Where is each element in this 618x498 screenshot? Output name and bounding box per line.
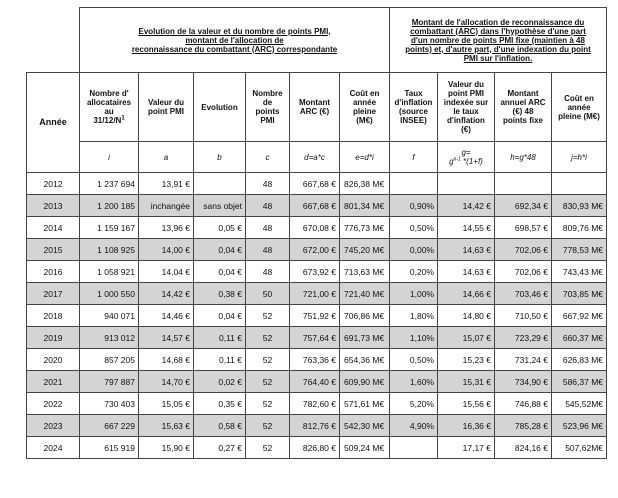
header-cout2-line2: année [567, 102, 591, 112]
cell-evolution: 0,58 € [194, 415, 246, 437]
group1-title-line1: Evolution de la valeur et du nombre de points PMI, [138, 26, 331, 36]
cell-montant-annuel: 734,90 € [495, 371, 552, 393]
cell-montant-annuel: 746,88 € [495, 393, 552, 415]
cell-year: 2015 [27, 239, 80, 261]
cell-valeur-point: 15,63 € [139, 415, 194, 437]
group2-title-line2: combattant (ARC) dans l'hypothèse d'une part [410, 26, 586, 36]
formula-c: c [246, 142, 290, 173]
cell-montant-arc: 757,64 € [290, 327, 340, 349]
cell-allocataires: 667 229 [80, 415, 139, 437]
formula-h: h=g*48 [495, 142, 552, 173]
cell-year: 2016 [27, 261, 80, 283]
cell-nombre-points: 50 [246, 283, 290, 305]
header-taux-line2: d'inflation [394, 98, 433, 107]
header-allocataires-line1: Nombre d' [89, 89, 129, 98]
cell-allocataires: 857 205 [80, 349, 139, 371]
group1-title-line2: montant de l'allocation de [185, 35, 284, 45]
cell-cout-2: 586,37 M€ [552, 371, 607, 393]
formula-d: d=a*c [290, 142, 340, 173]
table-row [27, 217, 607, 239]
cell-montant-annuel [495, 173, 552, 195]
cell-nombre-points: 48 [246, 217, 290, 239]
cell-evolution: 0,38 € [194, 283, 246, 305]
cell-evolution: 0,11 € [194, 349, 246, 371]
group2-title-line5: PMI sur l'inflation. [463, 53, 533, 63]
cell-allocataires: 913 012 [80, 327, 139, 349]
cell-allocataires: 1 000 550 [80, 283, 139, 305]
empty-corner-cell [27, 8, 80, 73]
cell-allocataires: 1 108 925 [80, 239, 139, 261]
cell-montant-annuel: 785,28 € [495, 415, 552, 437]
cell-valeur-indexee [438, 173, 495, 195]
header-allocataires-line2: allocataires [86, 98, 132, 107]
cell-evolution: 0,04 € [194, 305, 246, 327]
group-header-evolution [80, 8, 390, 73]
cell-nombre-points: 52 [246, 305, 290, 327]
cell-cout: 654,36 M€ [340, 349, 390, 371]
header-valeur-point [139, 73, 194, 142]
cell-montant-arc: 673,92 € [290, 261, 340, 283]
group-header-hypothesis [390, 8, 607, 73]
cell-cout: 691,73 M€ [340, 327, 390, 349]
header-taux-line4: INSEE) [400, 116, 427, 125]
header-valeur-idx-line4: le taux [453, 107, 479, 116]
table-row [27, 349, 607, 371]
cell-cout: 801,34 M€ [340, 195, 390, 217]
formula-g-line1: g= [461, 148, 471, 157]
formula-g [438, 142, 495, 173]
table-row [27, 305, 607, 327]
cell-valeur-indexee: 17,17 € [438, 437, 495, 459]
header-montant-line1: Montant [298, 98, 331, 107]
formula-f: f [390, 142, 438, 173]
group-header-row [27, 8, 607, 73]
cell-evolution [194, 173, 246, 195]
cell-taux-inflation: 0,50% [390, 349, 438, 371]
cell-taux-inflation: 1,00% [390, 283, 438, 305]
cell-valeur-point: inchangée [139, 195, 194, 217]
cell-allocataires: 1 159 167 [80, 217, 139, 239]
header-cout2-line3: pleine (M€) [558, 111, 600, 121]
header-nombre-line3: points [255, 107, 280, 116]
cell-montant-arc: 751,92 € [290, 305, 340, 327]
header-taux-line1: Taux [404, 89, 423, 98]
header-valeur-idx-line2: point PMI [448, 89, 484, 98]
cell-allocataires: 730 403 [80, 393, 139, 415]
cell-evolution: 0,11 € [194, 327, 246, 349]
cell-cout: 713,63 M€ [340, 261, 390, 283]
cell-valeur-indexee: 14,63 € [438, 261, 495, 283]
cell-allocataires: 1 237 694 [80, 173, 139, 195]
cell-cout-2: 778,53 M€ [552, 239, 607, 261]
cell-montant-annuel: 702,06 € [495, 261, 552, 283]
column-header-row [27, 73, 607, 142]
cell-evolution: 0,04 € [194, 239, 246, 261]
table-row [27, 261, 607, 283]
header-cout2-line1: Coût en [564, 93, 594, 103]
cell-valeur-point: 14,04 € [139, 261, 194, 283]
cell-year: 2014 [27, 217, 80, 239]
header-taux-inflation [390, 73, 438, 142]
formula-i: i [80, 142, 139, 173]
cell-year: 2013 [27, 195, 80, 217]
cell-evolution: 0,05 € [194, 217, 246, 239]
cell-montant-annuel: 710,50 € [495, 305, 552, 327]
header-nombre-points [246, 73, 290, 142]
group2-title-line1: Montant de l'allocation de reconnaissance du [411, 17, 585, 27]
arc-evolution-table [26, 7, 607, 459]
cell-year: 2022 [27, 393, 80, 415]
formula-b: b [194, 142, 246, 173]
cell-taux-inflation [390, 437, 438, 459]
cell-valeur-indexee: 14,80 € [438, 305, 495, 327]
cell-year: 2017 [27, 283, 80, 305]
cell-allocataires: 797 887 [80, 371, 139, 393]
cell-valeur-indexee: 16,36 € [438, 415, 495, 437]
cell-cout: 542,30 M€ [340, 415, 390, 437]
cell-evolution: 0,27 € [194, 437, 246, 459]
cell-montant-annuel: 692,34 € [495, 195, 552, 217]
cell-year: 2018 [27, 305, 80, 327]
cell-valeur-indexee: 14,66 € [438, 283, 495, 305]
header-annee: Année [27, 73, 80, 173]
table-row [27, 195, 607, 217]
cell-allocataires: 1 058 921 [80, 261, 139, 283]
header-cout-line3: pleine [352, 107, 377, 116]
cell-montant-annuel: 698,57 € [495, 217, 552, 239]
cell-nombre-points: 48 [246, 261, 290, 283]
table-row [27, 393, 607, 415]
cell-taux-inflation: 0,90% [390, 195, 438, 217]
cell-montant-arc: 764,40 € [290, 371, 340, 393]
header-valeur-idx-line1: Valeur du [447, 80, 484, 89]
cell-montant-arc: 826,80 € [290, 437, 340, 459]
table-body [27, 173, 607, 459]
header-montant-line2: ARC (€) [299, 107, 330, 116]
header-montant-annuel-line1: Montant [507, 89, 539, 98]
cell-year: 2023 [27, 415, 80, 437]
formula-row [27, 142, 607, 173]
cell-nombre-points: 52 [246, 415, 290, 437]
header-montant-arc [290, 73, 340, 142]
cell-montant-arc: 782,60 € [290, 393, 340, 415]
header-montant-annuel-line3: (€) 48 [512, 107, 534, 116]
cell-cout: 826,38 M€ [340, 173, 390, 195]
cell-cout: 776,73 M€ [340, 217, 390, 239]
cell-valeur-point: 14,46 € [139, 305, 194, 327]
cell-montant-annuel: 703,46 € [495, 283, 552, 305]
header-nombre-line2: de [262, 98, 273, 107]
arc-table-container [26, 7, 606, 459]
table-row [27, 239, 607, 261]
header-allocataires-line4: 31/12/N [93, 116, 122, 125]
header-taux-line3: (source [399, 107, 428, 116]
header-allocataires [80, 73, 139, 142]
formula-g-exponent: n-1 [453, 156, 461, 163]
formula-a: a [139, 142, 194, 173]
cell-allocataires: 615 919 [80, 437, 139, 459]
group1-title-line3: reconnaissance du combattant (ARC) correspondante [131, 44, 338, 54]
cell-cout-2 [552, 173, 607, 195]
cell-year: 2021 [27, 371, 80, 393]
cell-taux-inflation: 0,00% [390, 239, 438, 261]
header-valeur-idx-line5: d'inflation [447, 116, 485, 125]
cell-valeur-indexee: 15,56 € [438, 393, 495, 415]
footnote-marker: 1 [121, 115, 125, 122]
table-row [27, 415, 607, 437]
cell-montant-arc: 667,68 € [290, 173, 340, 195]
table-row [27, 173, 607, 195]
formula-e: e=d*i [340, 142, 390, 173]
cell-valeur-indexee: 14,42 € [438, 195, 495, 217]
cell-cout-2: 743,43 M€ [552, 261, 607, 283]
cell-valeur-point: 14,57 € [139, 327, 194, 349]
cell-montant-arc: 721,00 € [290, 283, 340, 305]
header-montant-annuel-line4: points fixe [502, 116, 543, 125]
cell-valeur-indexee: 14,63 € [438, 239, 495, 261]
header-nombre-line4: PMI [260, 116, 275, 125]
header-cout-2 [552, 73, 607, 142]
cell-montant-arc: 672,00 € [290, 239, 340, 261]
cell-nombre-points: 52 [246, 371, 290, 393]
cell-taux-inflation: 5,20% [390, 393, 438, 415]
cell-taux-inflation: 4,90% [390, 415, 438, 437]
cell-taux-inflation: 0,50% [390, 217, 438, 239]
cell-cout-2: 545,52M€ [552, 393, 607, 415]
cell-cout: 721,40 M€ [340, 283, 390, 305]
header-cout-line4: (M€) [356, 116, 373, 125]
formula-g-base: g [449, 157, 454, 166]
header-montant-annuel-line2: annuel ARC [500, 98, 546, 107]
group2-title-line3: d'un nombre de points PMI fixe (maintien à 48 [411, 35, 585, 45]
cell-montant-arc: 667,68 € [290, 195, 340, 217]
cell-evolution: sans objet [194, 195, 246, 217]
cell-evolution: 0,04 € [194, 261, 246, 283]
cell-cout: 609,90 M€ [340, 371, 390, 393]
cell-valeur-point: 13,96 € [139, 217, 194, 239]
cell-valeur-point: 15,90 € [139, 437, 194, 459]
formula-j: j=h*i [552, 142, 607, 173]
cell-taux-inflation [390, 173, 438, 195]
cell-allocataires: 940 071 [80, 305, 139, 327]
cell-valeur-indexee: 15,31 € [438, 371, 495, 393]
cell-cout-2: 523,96 M€ [552, 415, 607, 437]
header-allocataires-line3: au [104, 107, 114, 116]
cell-taux-inflation: 0,20% [390, 261, 438, 283]
header-valeur-idx-line6: (€) [461, 125, 471, 134]
cell-evolution: 0,35 € [194, 393, 246, 415]
cell-nombre-points: 52 [246, 327, 290, 349]
cell-evolution: 0,02 € [194, 371, 246, 393]
header-valeur-indexee [438, 73, 495, 142]
header-nombre-line1: Nombre [252, 89, 283, 98]
cell-year: 2019 [27, 327, 80, 349]
cell-cout-2: 809,76 M€ [552, 217, 607, 239]
header-valeur-line1: Valeur du [147, 98, 184, 107]
cell-cout: 745,20 M€ [340, 239, 390, 261]
cell-valeur-point: 15,05 € [139, 393, 194, 415]
cell-cout: 509,24 M€ [340, 437, 390, 459]
cell-montant-annuel: 702,06 € [495, 239, 552, 261]
header-cout [340, 73, 390, 142]
cell-valeur-point: 14,00 € [139, 239, 194, 261]
header-valeur-line2: point PMI [148, 107, 184, 116]
table-row [27, 327, 607, 349]
cell-valeur-point: 14,70 € [139, 371, 194, 393]
header-montant-annuel [495, 73, 552, 142]
cell-taux-inflation: 1,60% [390, 371, 438, 393]
cell-year: 2012 [27, 173, 80, 195]
table-row [27, 371, 607, 393]
cell-nombre-points: 52 [246, 393, 290, 415]
cell-year: 2020 [27, 349, 80, 371]
cell-valeur-point: 14,42 € [139, 283, 194, 305]
cell-nombre-points: 48 [246, 195, 290, 217]
cell-cout-2: 507,62M€ [552, 437, 607, 459]
group2-title-line4: points) et, d'autre part, d'une indexation du point [405, 44, 591, 54]
cell-cout: 706,86 M€ [340, 305, 390, 327]
cell-valeur-indexee: 15,07 € [438, 327, 495, 349]
cell-valeur-indexee: 15,23 € [438, 349, 495, 371]
header-cout-line1: Coût en [349, 89, 380, 98]
table-row [27, 437, 607, 459]
cell-cout-2: 830,93 M€ [552, 195, 607, 217]
cell-taux-inflation: 1,10% [390, 327, 438, 349]
cell-nombre-points: 48 [246, 239, 290, 261]
cell-nombre-points: 48 [246, 173, 290, 195]
cell-cout-2: 703,85 M€ [552, 283, 607, 305]
cell-montant-annuel: 824,16 € [495, 437, 552, 459]
cell-allocataires: 1 200 185 [80, 195, 139, 217]
cell-montant-arc: 670,08 € [290, 217, 340, 239]
cell-montant-arc: 763,36 € [290, 349, 340, 371]
cell-cout: 571,61 M€ [340, 393, 390, 415]
cell-montant-annuel: 731,24 € [495, 349, 552, 371]
cell-montant-arc: 812,76 € [290, 415, 340, 437]
header-valeur-idx-line3: indexée sur [443, 98, 489, 107]
header-cout-line2: année [352, 98, 377, 107]
cell-nombre-points: 52 [246, 437, 290, 459]
cell-valeur-point: 14,68 € [139, 349, 194, 371]
cell-cout-2: 660,37 M€ [552, 327, 607, 349]
cell-valeur-point: 13,91 € [139, 173, 194, 195]
formula-g-tail: *(1+f) [460, 157, 483, 166]
table-row [27, 283, 607, 305]
cell-taux-inflation: 1,80% [390, 305, 438, 327]
cell-montant-annuel: 723,29 € [495, 327, 552, 349]
cell-cout-2: 667,92 M€ [552, 305, 607, 327]
cell-nombre-points: 52 [246, 349, 290, 371]
header-evolution: Evolution [194, 73, 246, 142]
cell-cout-2: 626,83 M€ [552, 349, 607, 371]
cell-year: 2024 [27, 437, 80, 459]
cell-valeur-indexee: 14,55 € [438, 217, 495, 239]
